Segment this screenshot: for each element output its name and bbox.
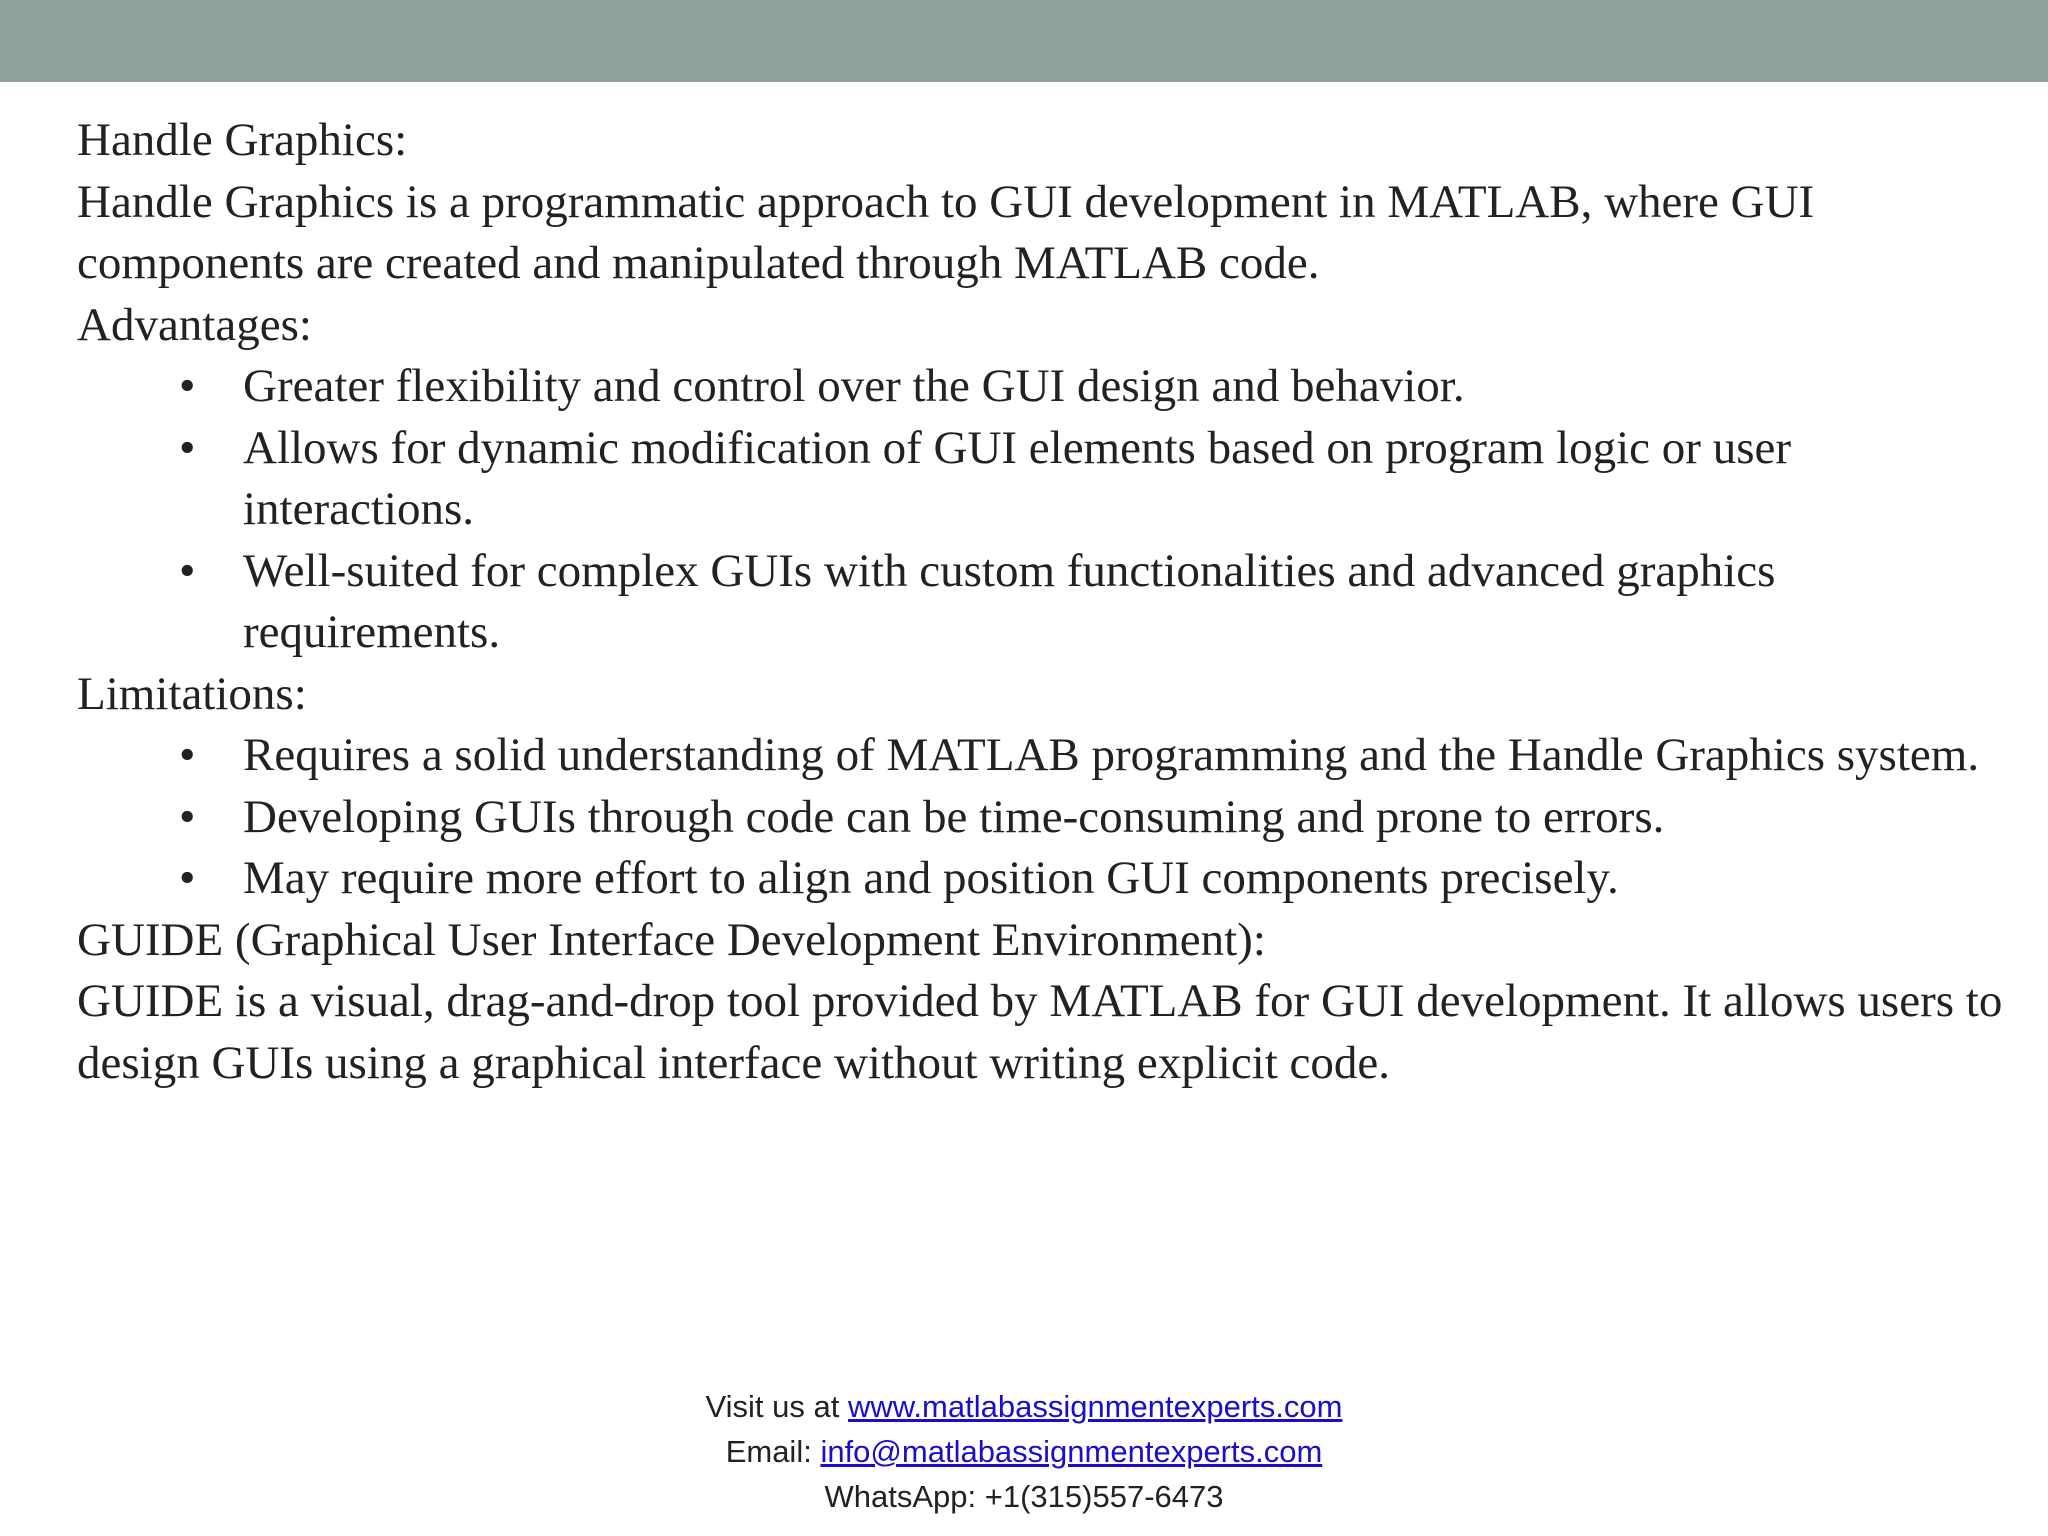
list-item-text: Greater flexibility and control over the GUI design and behavior. <box>243 360 1465 412</box>
guide-description: GUIDE is a visual, drag-and-drop tool provided by MATLAB for GUI development. It allows users to design GUIs using a graphical interface without writing explicit code. <box>77 975 2003 1089</box>
bullet-icon: • <box>179 421 196 474</box>
bullet-icon: • <box>179 852 196 904</box>
list-item <box>77 418 2027 541</box>
handle-graphics-description: Handle Graphics is a programmatic approach to GUI development in MATLAB, where GUI components are created and manipulated through MATLAB code. <box>77 175 1815 289</box>
bullet-icon: • <box>179 544 196 597</box>
list-item <box>77 848 2027 910</box>
advantages-list <box>77 356 2027 664</box>
bullet-icon: • <box>179 790 196 843</box>
bullet-icon: • <box>179 729 196 781</box>
contact-footer <box>0 1384 2048 1519</box>
visit-label: Visit us at <box>705 1389 848 1424</box>
website-line <box>0 1384 2048 1429</box>
list-item-text: Developing GUIs through code can be time-consuming and prone to errors. <box>243 790 1665 843</box>
list-item <box>77 541 2027 664</box>
whatsapp-line: WhatsApp: +1(315)557-6473 <box>824 1479 1224 1514</box>
website-link[interactable]: www.matlabassignmentexperts.com <box>847 1389 1343 1424</box>
list-item <box>77 787 2027 849</box>
bullet-icon: • <box>179 360 196 412</box>
email-line <box>0 1429 2048 1474</box>
advantages-heading: Advantages: <box>77 298 312 351</box>
email-label: Email: <box>725 1434 821 1469</box>
limitations-list <box>77 725 2027 910</box>
list-item-text: Well-suited for complex GUIs with custom functionalities and advanced graphics requirements. <box>243 544 1776 658</box>
list-item <box>77 725 2027 787</box>
list-item-text: May require more effort to align and position GUI components precisely. <box>243 852 1619 904</box>
email-link[interactable]: info@matlabassignmentexperts.com <box>820 1434 1323 1469</box>
guide-heading: GUIDE (Graphical User Interface Development Environment): <box>77 913 1266 966</box>
limitations-heading: Limitations: <box>77 667 307 720</box>
list-item <box>77 356 2027 418</box>
list-item-text: Allows for dynamic modification of GUI elements based on program logic or user interactions. <box>243 421 1791 535</box>
handle-graphics-heading: Handle Graphics: <box>77 114 408 166</box>
slide-content <box>77 110 2027 1094</box>
header-bar <box>0 0 2048 82</box>
list-item-text: Requires a solid understanding of MATLAB programming and the Handle Graphics system. <box>243 729 1980 781</box>
